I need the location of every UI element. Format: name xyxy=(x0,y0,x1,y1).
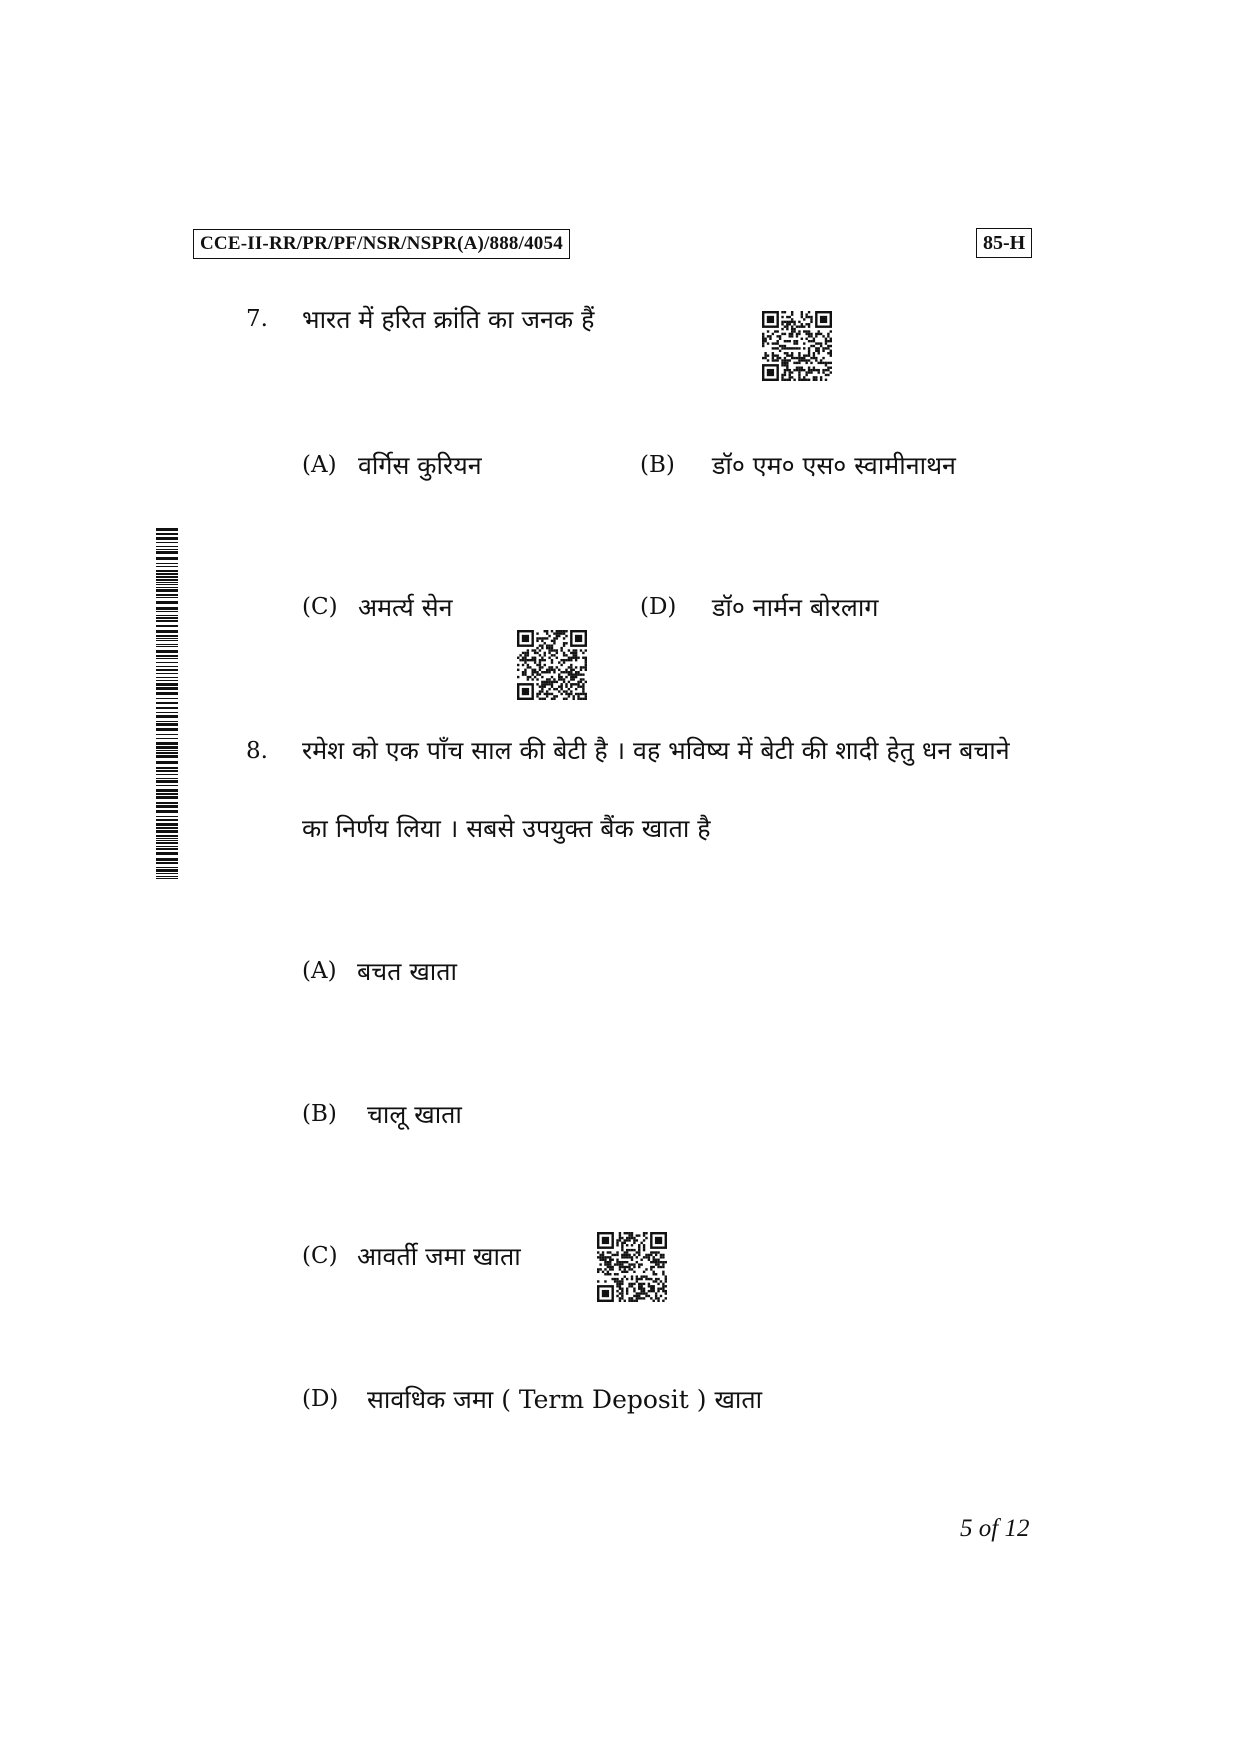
question-7-option-d-label: (D) xyxy=(640,594,677,620)
set-code: 85-H xyxy=(976,228,1032,258)
qr-code-icon xyxy=(762,311,832,381)
question-7-option-b-label: (B) xyxy=(640,452,675,478)
question-7-option-a-label: (A) xyxy=(302,452,337,478)
question-8-option-d-text: सावधिक जमा ( Term Deposit ) खाता xyxy=(367,1385,763,1414)
question-7-option-a-text: वर्गिस कुरियन xyxy=(358,451,482,480)
question-8-option-b-label: (B) xyxy=(302,1101,337,1127)
question-8-number: 8. xyxy=(246,738,268,764)
question-8-option-a-label: (A) xyxy=(302,958,337,984)
question-7-number: 7. xyxy=(246,306,268,332)
question-8-option-c-label: (C) xyxy=(302,1243,338,1269)
qr-code-icon xyxy=(517,630,587,700)
page-number: 5 of 12 xyxy=(960,1515,1030,1542)
question-8-option-a-text: बचत खाता xyxy=(357,957,457,986)
question-7-text: भारत में हरित क्रांति का जनक हैं xyxy=(302,305,595,334)
question-7-option-b-text: डॉ० एम० एस० स्वामीनाथन xyxy=(712,451,956,480)
qr-code-icon xyxy=(597,1232,667,1302)
question-7-option-d-text: डॉ० नार्मन बोरलाग xyxy=(712,593,879,622)
question-8-option-d-label: (D) xyxy=(302,1386,339,1412)
question-8-option-c-text: आवर्ती जमा खाता xyxy=(357,1242,521,1271)
question-8-text-line-1: रमेश को एक पाँच साल की बेटी है । वह भविष्य में बेटी की शादी हेतु धन बचाने xyxy=(302,736,1010,765)
question-7-option-c-text: अमर्त्य सेन xyxy=(358,593,453,622)
question-7-option-c-label: (C) xyxy=(302,594,338,620)
question-8-text-line-2: का निर्णय लिया । सबसे उपयुक्त बैंक खाता है xyxy=(302,814,711,843)
question-8-option-b-text: चालू खाता xyxy=(367,1100,462,1129)
barcode-icon xyxy=(156,528,178,880)
paper-code: CCE-II-RR/PR/PF/NSR/NSPR(A)/888/4054 xyxy=(193,229,570,259)
